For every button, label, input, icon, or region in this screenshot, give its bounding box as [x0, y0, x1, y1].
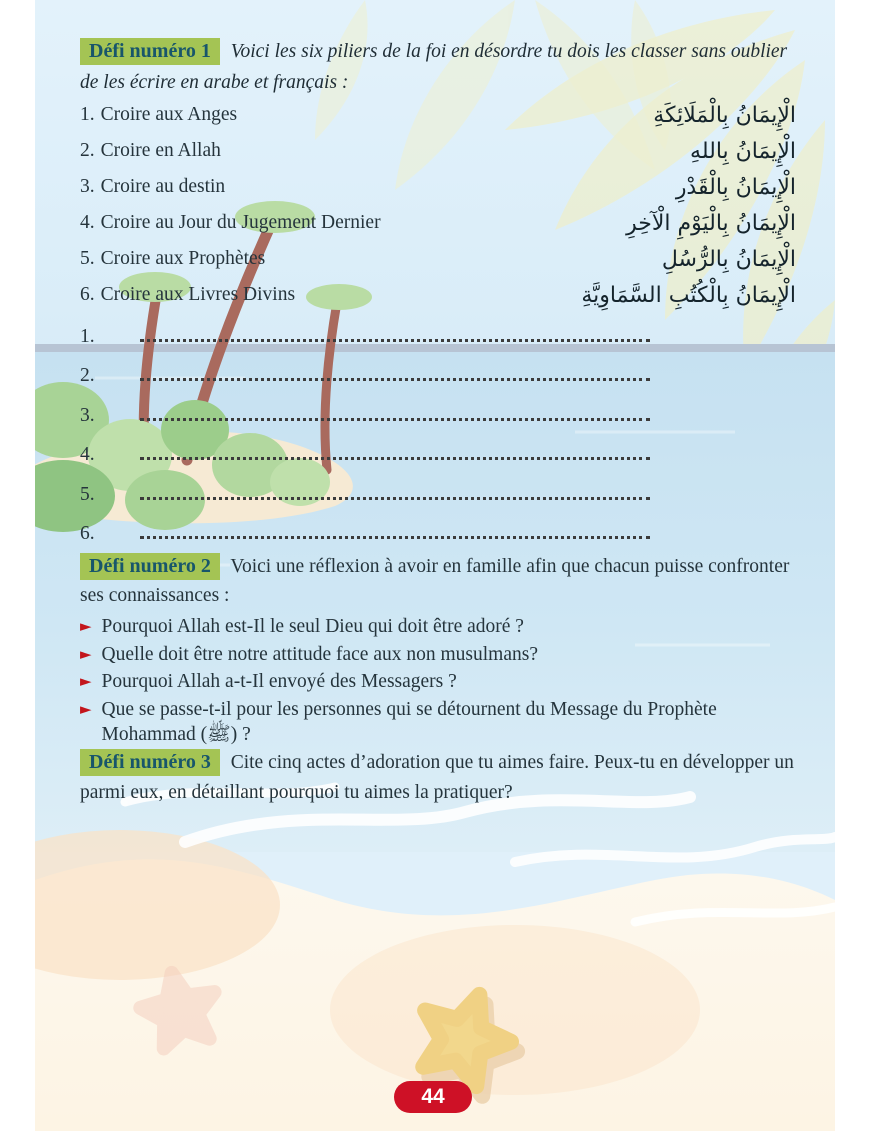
challenge-1-intro [80, 36, 802, 98]
challenge-1-intro-text: Voici les six piliers de la foi en désordre tu dois les classer sans oublier de les écrire en arabe et français : [80, 41, 788, 93]
challenge-3-text: Cite cinq actes d’adoration que tu aimes faire. Peux-tu en développer un parmi eux, en détaillant pourquoi tu aimes la pratiquer? [80, 752, 794, 803]
challenge-3-label: Défi numéro 3 [80, 749, 220, 776]
answer-lines [80, 310, 796, 547]
question-text: Quelle doit être notre attitude face aux non musulmans? [101, 643, 538, 665]
pillar-number: 6. [80, 284, 95, 305]
answer-dotted-line [140, 536, 650, 539]
triangle-bullet-icon: ► [80, 672, 92, 690]
page-number: 44 [421, 1085, 445, 1108]
pillar-row [80, 241, 796, 277]
challenge-1-label: Défi numéro 1 [80, 38, 220, 65]
answer-row [80, 508, 796, 548]
question-item [80, 642, 796, 668]
challenge-2-questions [80, 614, 796, 748]
answer-row [80, 350, 796, 390]
challenge-2-intro-text: Voici une réflexion à avoir en famille afin que chacun puisse confronter ses connaissances : [80, 556, 790, 606]
pillar-row [80, 205, 796, 241]
question-item [80, 697, 796, 748]
answer-row [80, 389, 796, 429]
pillar-number: 1. [80, 104, 95, 125]
sand-patch [330, 925, 700, 1095]
answer-dotted-line [140, 378, 650, 381]
answer-row [80, 310, 796, 350]
answer-number: 6. [80, 523, 95, 544]
challenge-1-section [80, 36, 802, 98]
triangle-bullet-icon: ► [80, 699, 92, 718]
challenge-2-label: Défi numéro 2 [80, 553, 220, 580]
pillar-arabic: الْإِيمَانُ بِاللهِ [690, 138, 796, 164]
answer-dotted-line [140, 339, 650, 342]
question-text: Pourquoi Allah a-t-Il envoyé des Messagers ? [101, 671, 457, 692]
question-text: Que se passe-t-il pour les personnes qui se détournent du Message du Prophète Mohammad (ﷺ) ? [101, 698, 717, 745]
pillar-arabic: الْإِيمَانُ بِالْقَدْرِ [675, 174, 796, 200]
pillar-arabic: الْإِيمَانُ بِالرُّسُلِ [661, 246, 796, 272]
answer-number: 5. [80, 483, 95, 505]
challenge-3-text-block [80, 748, 802, 808]
answer-row [80, 468, 796, 508]
pillar-row [80, 277, 796, 313]
answer-dotted-line [140, 418, 650, 421]
pillar-french: Croire en Allah [100, 140, 221, 161]
answer-dotted-line [140, 497, 650, 500]
question-item [80, 614, 796, 640]
challenge-3-section [80, 748, 802, 808]
pillar-number: 2. [80, 140, 95, 161]
triangle-bullet-icon: ► [80, 617, 92, 635]
answer-dotted-line [140, 457, 650, 460]
answer-number: 4. [80, 444, 95, 465]
pillar-number: 5. [80, 248, 95, 269]
triangle-bullet-icon: ► [80, 644, 92, 663]
pillar-arabic: الْإِيمَانُ بِالْيَوْمِ الْآخِرِ [626, 210, 796, 236]
pillar-number: 4. [80, 212, 95, 233]
pillar-french: Croire aux Prophètes [100, 248, 266, 269]
answer-row [80, 429, 796, 469]
answer-number: 1. [80, 325, 95, 347]
pillar-row [80, 169, 796, 205]
pillar-french: Croire au Jour du Jugement Dernier [100, 212, 381, 233]
pillar-arabic: الْإِيمَانُ بِالْكُتُبِ السَّمَاوِيَّةِ [581, 282, 796, 308]
question-item [80, 669, 796, 695]
pillar-arabic: الْإِيمَانُ بِالْمَلَائِكَةِ [653, 102, 796, 128]
question-text: Pourquoi Allah est-Il le seul Dieu qui doit être adoré ? [101, 616, 524, 637]
challenge-2-intro [80, 552, 796, 610]
answer-number: 2. [80, 365, 95, 386]
pillar-french: Croire aux Livres Divins [100, 284, 296, 305]
challenge-2-section [80, 552, 796, 748]
pillar-row [80, 133, 796, 169]
page-sheet [35, 0, 835, 1131]
pillar-number: 3. [80, 176, 95, 197]
answer-number: 3. [80, 404, 95, 426]
page-number-badge [394, 1081, 472, 1113]
pillar-row [80, 97, 796, 133]
pillars-list [80, 97, 796, 313]
pillar-french: Croire aux Anges [100, 104, 238, 125]
pillar-french: Croire au destin [100, 176, 226, 197]
